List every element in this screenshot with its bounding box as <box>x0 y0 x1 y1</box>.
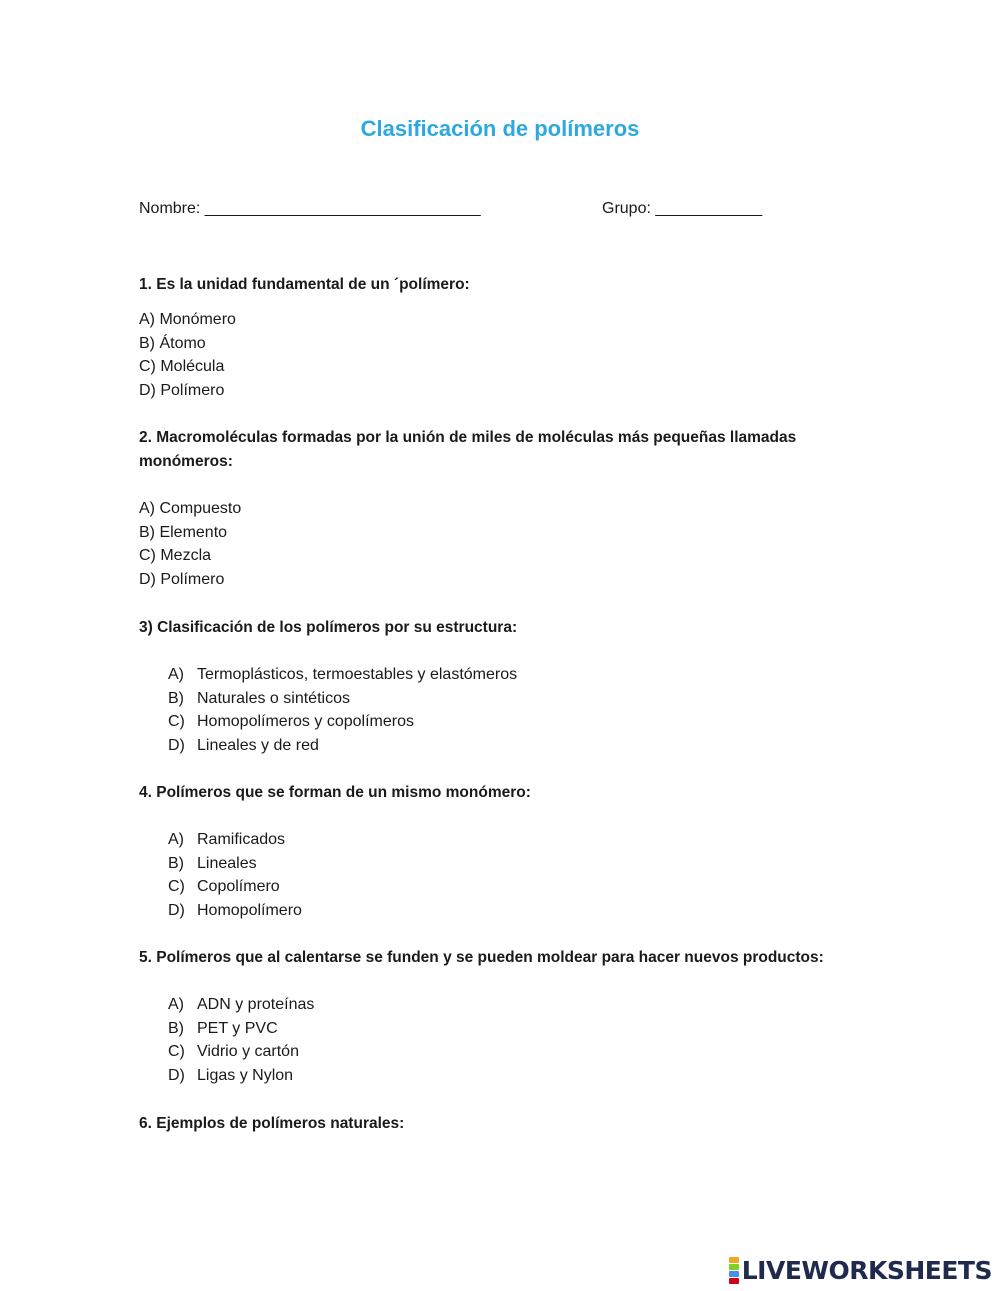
option-text: PET y PVC <box>197 1019 278 1037</box>
option-letter: B) <box>139 334 155 352</box>
option-text: Ramificados <box>197 831 286 848</box>
option-text: Lineales <box>197 854 257 872</box>
option-text: ADN y proteínas <box>197 996 315 1013</box>
question-3-options <box>139 663 517 758</box>
nombre-field[interactable]: Nombre: _______________________________ <box>139 200 481 217</box>
option-2d[interactable] <box>139 568 241 592</box>
logo-blocks-icon <box>729 1257 739 1284</box>
question-5: 5. Polímeros que al calentarse se funden y se pueden moldear para hacer nuevos productos: <box>139 949 824 966</box>
option-4c[interactable] <box>139 875 302 899</box>
question-4: 4. Polímeros que se forman de un mismo monómero: <box>139 784 531 801</box>
option-letter: A) <box>168 666 184 683</box>
question-1: 1. Es la unidad fundamental de un ´polímero: <box>139 276 470 293</box>
logo-block-v <box>729 1271 739 1277</box>
option-3b[interactable] <box>139 687 517 711</box>
option-4b[interactable] <box>139 852 302 876</box>
option-2b[interactable] <box>139 521 241 545</box>
option-text: Polímero <box>160 571 225 589</box>
option-letter: A) <box>139 500 155 517</box>
option-5b[interactable] <box>139 1017 314 1041</box>
option-text: Termoplásticos, termoestables y elastómeros <box>197 666 518 683</box>
option-text: Homopolímero <box>197 902 302 920</box>
logo-block-l <box>729 1257 739 1263</box>
option-letter: C) <box>168 1043 185 1061</box>
option-4d[interactable] <box>139 899 302 923</box>
option-letter: D) <box>139 382 156 400</box>
option-letter: D) <box>168 737 185 755</box>
logo-block-e <box>729 1278 739 1284</box>
option-letter: C) <box>139 547 156 565</box>
option-letter: D) <box>139 571 156 589</box>
question-1-options <box>139 308 236 403</box>
option-1a[interactable] <box>139 308 236 332</box>
option-text: Vidrio y cartón <box>197 1043 299 1061</box>
option-text: Homopolímeros y copolímeros <box>197 713 414 731</box>
option-letter: A) <box>139 311 155 328</box>
option-letter: D) <box>168 902 185 920</box>
option-letter: B) <box>139 523 155 541</box>
option-5a[interactable] <box>139 993 314 1017</box>
option-2c[interactable] <box>139 544 241 568</box>
option-5d[interactable] <box>139 1064 314 1088</box>
option-3a[interactable] <box>139 663 517 687</box>
option-text: Ligas y Nylon <box>197 1067 294 1085</box>
option-letter: B) <box>168 854 184 872</box>
grupo-field[interactable]: Grupo: ____________ <box>602 200 763 217</box>
option-letter: B) <box>168 1019 184 1037</box>
option-text: Mezcla <box>160 547 212 565</box>
option-text: Lineales y de red <box>197 737 319 755</box>
option-2a[interactable] <box>139 497 241 521</box>
question-2-options <box>139 497 241 592</box>
question-4-options <box>139 828 302 923</box>
question-5-options <box>139 993 314 1088</box>
question-6: 6. Ejemplos de polímeros naturales: <box>139 1115 405 1132</box>
option-letter: C) <box>168 713 185 731</box>
logo-block-i <box>729 1264 739 1270</box>
option-3c[interactable] <box>139 710 517 734</box>
option-letter: A) <box>168 831 184 848</box>
option-3d[interactable] <box>139 734 517 758</box>
question-3: 3) Clasificación de los polímeros por su estructura: <box>139 619 518 636</box>
option-text: Elemento <box>159 523 228 541</box>
logo-text: LIVEWORKSHEETS <box>741 1256 992 1285</box>
option-text: Polímero <box>160 382 225 400</box>
option-letter: A) <box>168 996 184 1013</box>
option-5c[interactable] <box>139 1040 314 1064</box>
option-text: Compuesto <box>159 500 242 517</box>
option-1b[interactable] <box>139 332 236 356</box>
liveworksheets-logo <box>729 1256 992 1285</box>
worksheet-title: Clasificación de polímeros <box>360 116 640 141</box>
option-letter: D) <box>168 1067 185 1085</box>
option-1c[interactable] <box>139 355 236 379</box>
option-text: Molécula <box>160 358 225 376</box>
option-4a[interactable] <box>139 828 302 852</box>
option-letter: C) <box>168 878 185 896</box>
option-text: Copolímero <box>197 878 280 896</box>
option-text: Naturales o sintéticos <box>197 689 350 707</box>
option-letter: C) <box>139 358 156 376</box>
question-2: 2. Macromoléculas formadas por la unión de miles de moléculas más pequeñas llamadas monómeros: <box>139 429 797 470</box>
option-text: Átomo <box>159 334 206 352</box>
option-text: Monómero <box>159 311 236 328</box>
option-letter: B) <box>168 689 184 707</box>
option-1d[interactable] <box>139 379 236 403</box>
